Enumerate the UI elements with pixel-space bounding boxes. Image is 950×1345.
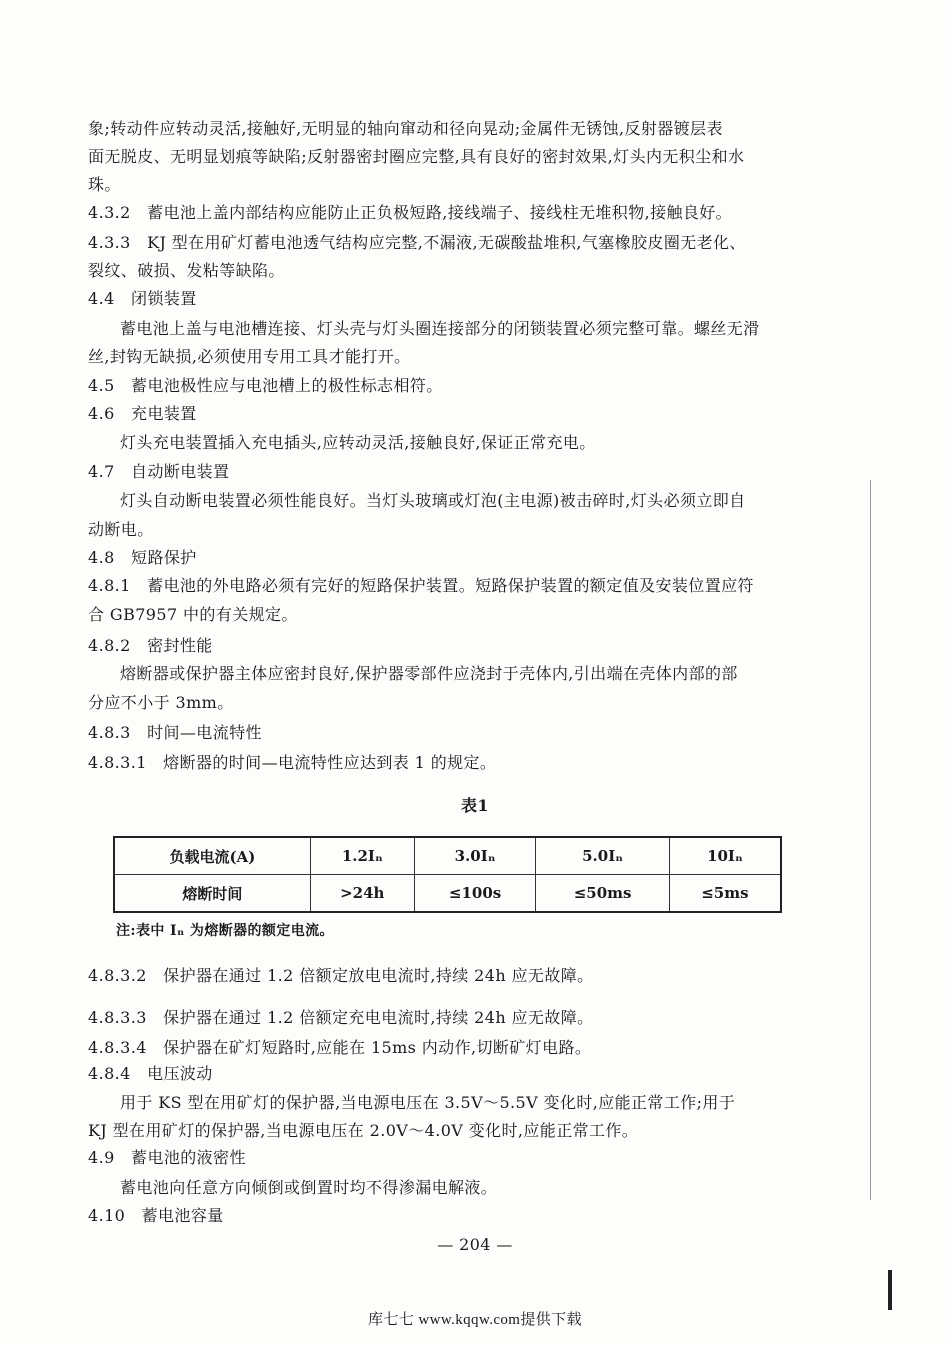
body-line: 灯头充电装置插入充电插头,应转动灵活,接触良好,保证正常充电。 xyxy=(120,433,596,452)
clause-4-8-1: 4.8.1 蓄电池的外电路必须有完好的短路保护装置。短路保护装置的额定值及安装位置应符 xyxy=(88,576,754,595)
body-line: KJ 型在用矿灯的保护器,当电源电压在 2.0V～4.0V 变化时,应能正常工作。 xyxy=(88,1121,639,1140)
table-row xyxy=(114,837,781,875)
download-footer: 库七七 www.kqqw.com提供下载 xyxy=(368,1312,582,1328)
scan-mark xyxy=(888,1270,892,1310)
heading-4-10: 4.10 蓄电池容量 xyxy=(88,1206,224,1225)
body-line: 分应不小于 3mm。 xyxy=(88,693,234,712)
heading-4-9: 4.9 蓄电池的液密性 xyxy=(88,1148,246,1167)
table-cell: ≤50ms xyxy=(536,875,669,913)
table-cell: >24h xyxy=(310,875,414,913)
body-line: 熔断器或保护器主体应密封良好,保护器零部件应浇封于壳体内,引出端在壳体内部的部 xyxy=(120,664,738,683)
clause-4-3-3: 4.3.3 KJ 型在用矿灯蓄电池透气结构应完整,不漏液,无碳酸盐堆积,气塞橡胶皮圈无老化、 xyxy=(88,233,746,252)
table-cell: 3.0Iₙ xyxy=(414,837,536,875)
heading-4-8-2: 4.8.2 密封性能 xyxy=(88,636,213,655)
clause-4-8-3-4: 4.8.3.4 保护器在矿灯短路时,应能在 15ms 内动作,切断矿灯电路。 xyxy=(88,1038,592,1057)
table-cell: 负载电流(A) xyxy=(114,837,310,875)
heading-4-8-3: 4.8.3 时间—电流特性 xyxy=(88,723,262,742)
table-caption: 表1 xyxy=(461,796,489,815)
table-note: 注:表中 Iₙ 为熔断器的额定电流。 xyxy=(116,923,334,939)
body-line: 面无脱皮、无明显划痕等缺陷;反射器密封圈应完整,具有良好的密封效果,灯头内无积尘和水 xyxy=(88,147,745,166)
body-line: 灯头自动断电装置必须性能良好。当灯头玻璃或灯泡(主电源)被击碎时,灯头必须立即自 xyxy=(120,491,746,510)
page-number: — 204 — xyxy=(437,1235,513,1254)
fuse-table xyxy=(113,836,782,913)
body-line: 裂纹、破损、发粘等缺陷。 xyxy=(88,261,285,280)
table-row xyxy=(114,875,781,913)
body-line: 蓄电池向任意方向倾倒或倒置时均不得渗漏电解液。 xyxy=(120,1178,498,1197)
body-line: 珠。 xyxy=(88,175,121,194)
table-cell: ≤100s xyxy=(414,875,536,913)
clause-4-5: 4.5 蓄电池极性应与电池槽上的极性标志相符。 xyxy=(88,376,443,395)
table-cell: 熔断时间 xyxy=(114,875,310,913)
table-cell: 1.2Iₙ xyxy=(310,837,414,875)
heading-4-8: 4.8 短路保护 xyxy=(88,548,197,567)
heading-4-6: 4.6 充电装置 xyxy=(88,404,197,423)
clause-4-8-3-1: 4.8.3.1 熔断器的时间—电流特性应达到表 1 的规定。 xyxy=(88,753,497,772)
body-line: 动断电。 xyxy=(88,520,154,539)
table-cell: 5.0Iₙ xyxy=(536,837,669,875)
body-line: 用于 KS 型在用矿灯的保护器,当电源电压在 3.5V～5.5V 变化时,应能正常工作;用于 xyxy=(120,1093,736,1112)
body-line: 象;转动件应转动灵活,接触好,无明显的轴向窜动和径向晃动;金属件无锈蚀,反射器镀层表 xyxy=(88,119,723,138)
body-line: 蓄电池上盖与电池槽连接、灯头壳与灯头圈连接部分的闭锁装置必须完整可靠。螺丝无滑 xyxy=(120,319,760,338)
body-line: 合 GB7957 中的有关规定。 xyxy=(88,605,298,624)
clause-4-3-2: 4.3.2 蓄电池上盖内部结构应能防止正负极短路,接线端子、接线柱无堆积物,接触良好。 xyxy=(88,203,733,222)
table-cell: 10Iₙ xyxy=(669,837,781,875)
clause-4-8-3-2: 4.8.3.2 保护器在通过 1.2 倍额定放电电流时,持续 24h 应无故障。 xyxy=(88,966,594,985)
body-line: 丝,封钩无缺损,必须使用专用工具才能打开。 xyxy=(88,347,411,366)
heading-4-8-4: 4.8.4 电压波动 xyxy=(88,1064,213,1083)
heading-4-7: 4.7 自动断电装置 xyxy=(88,462,230,481)
scan-edge-line xyxy=(870,480,871,1200)
table-cell: ≤5ms xyxy=(669,875,781,913)
heading-4-4: 4.4 闭锁装置 xyxy=(88,289,197,308)
clause-4-8-3-3: 4.8.3.3 保护器在通过 1.2 倍额定充电电流时,持续 24h 应无故障。 xyxy=(88,1008,594,1027)
